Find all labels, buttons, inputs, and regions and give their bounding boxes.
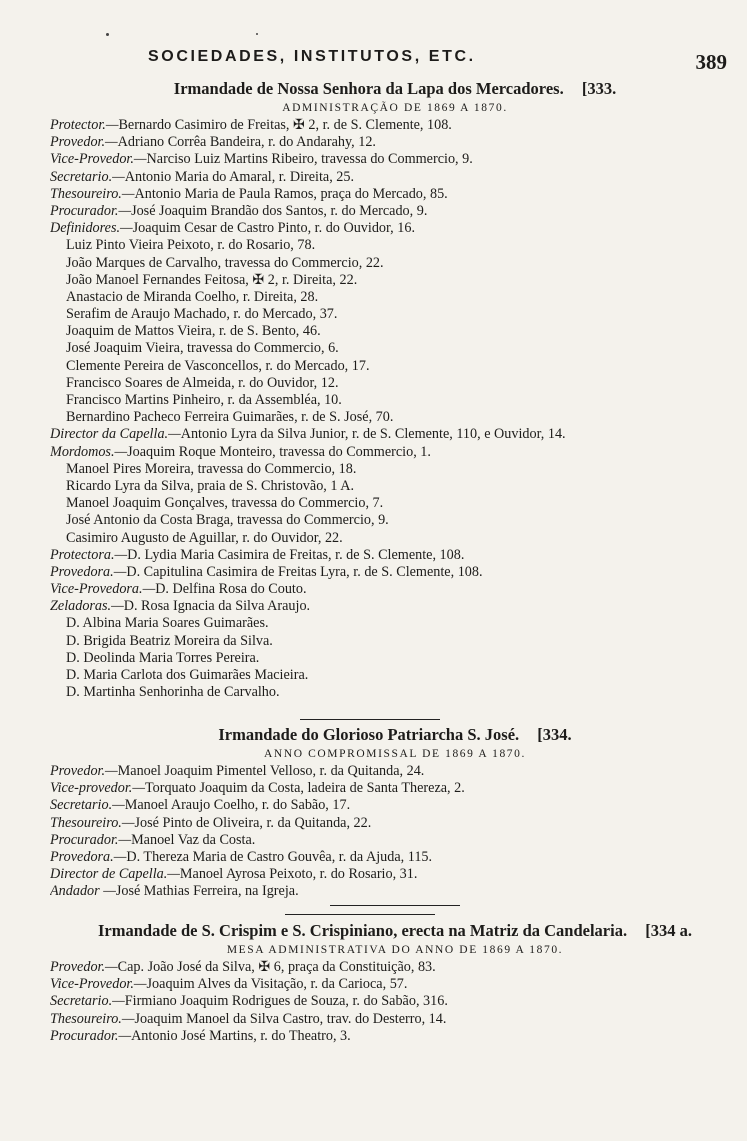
office-label: Zeladoras.— (50, 598, 124, 615)
member-entry: Torquato Joaquim da Costa, ladeira de Santa Thereza, 2. (144, 780, 465, 797)
member-line (50, 426, 740, 443)
office-label: Thesoureiro.— (50, 814, 135, 831)
member-entry: Anastacio de Miranda Coelho, r. Direita, 28. (66, 288, 319, 305)
member-entry: D. Delfina Rosa do Couto. (155, 581, 307, 598)
member-entry: D. Maria Carlota dos Guimarães Macieira. (66, 667, 309, 683)
member-line (50, 815, 740, 832)
member-entry: D. Deolinda Maria Torres Pereira. (66, 649, 260, 666)
section-subtitle: ADMINISTRAÇÃO DE 1869 A 1870. (282, 102, 508, 114)
member-line (50, 169, 740, 186)
section-subtitle: ANNO COMPROMISSAL DE 1869 A 1870. (264, 748, 526, 760)
section-333 (50, 78, 740, 701)
member-entry: Firmiano Joaquim Rodrigues de Souza, r. do Sabão, 316. (124, 993, 448, 1010)
section-title-text: Irmandade do Glorioso Patriarcha S. José. (218, 725, 520, 744)
member-line (50, 306, 740, 323)
member-line (50, 392, 740, 409)
section-title (50, 78, 740, 100)
member-line (50, 255, 740, 272)
office-label: Provedor.— (50, 959, 118, 975)
office-label: Vice-Provedora.— (50, 581, 156, 598)
print-speck (106, 33, 109, 36)
member-entry: Manoel Pires Moreira, travessa do Commercio, 18. (66, 460, 357, 477)
member-entry: Luiz Pinto Vieira Peixoto, r. do Rosario, 78. (66, 237, 316, 254)
member-list (50, 763, 740, 901)
member-line (50, 797, 740, 814)
member-line (50, 323, 740, 340)
member-line (50, 1011, 740, 1028)
office-label: Director da Capella.— (50, 426, 181, 443)
section-title-text: Irmandade de S. Crispim e S. Crispiniano, erecta na Matriz da Candelaria. (98, 921, 628, 940)
member-entry: Adriano Corrêa Bandeira, r. do Andarahy, 12. (117, 134, 376, 151)
member-entry: D. Capitulina Casimira de Freitas Lyra, r. de S. Clemente, 108. (126, 563, 483, 580)
member-entry: Manoel Araujo Coelho, r. do Sabão, 17. (124, 797, 351, 814)
member-line (50, 959, 740, 976)
member-line (50, 1028, 740, 1045)
member-line (50, 993, 740, 1010)
section-334 (50, 724, 740, 906)
member-entry: Francisco Martins Pinheiro, r. da Assembléa, 10. (66, 392, 342, 408)
member-entry: José Joaquim Vieira, travessa do Commercio, 6. (66, 340, 339, 357)
member-line (50, 667, 740, 684)
office-label: Thesoureiro.— (50, 185, 135, 202)
office-label: Procurador.— (50, 1027, 132, 1044)
member-line (50, 375, 740, 392)
section-number: [333. (581, 79, 617, 98)
member-line (50, 237, 740, 254)
office-label: Definidores.— (50, 220, 133, 237)
member-line (50, 289, 740, 306)
member-line (50, 272, 740, 289)
member-entry: Francisco Soares de Almeida, r. do Ouvidor, 12. (66, 374, 339, 391)
member-line (50, 564, 740, 581)
member-line (50, 849, 740, 866)
office-label: Secretario.— (50, 797, 125, 814)
section-title (50, 920, 740, 942)
member-entry: D. Thereza Maria de Castro Gouvêa, r. da Ajuda, 115. (126, 848, 433, 865)
member-line (50, 684, 740, 701)
office-label: Andador — (50, 883, 116, 900)
office-label: Provedor.— (50, 134, 118, 151)
member-line (50, 633, 740, 650)
member-line (50, 478, 740, 495)
member-entry: D. Albina Maria Soares Guimarães. (66, 615, 269, 632)
member-line (50, 358, 740, 375)
office-label: Protector.— (50, 117, 119, 133)
section-divider (330, 905, 460, 906)
member-line (50, 461, 740, 478)
member-line (50, 134, 740, 151)
member-entry: Serafim de Araujo Machado, r. do Mercado, 37. (66, 306, 338, 323)
member-entry: Manoel Joaquim Pimentel Velloso, r. da Quitanda, 24. (117, 763, 425, 779)
member-entry: José Joaquim Brandão dos Santos, r. do Mercado, 9. (131, 202, 428, 219)
section-title-text: Irmandade de Nossa Senhora da Lapa dos Mercadores. (173, 79, 564, 98)
page-number: 389 (695, 50, 727, 74)
member-line (50, 444, 740, 461)
member-line (50, 512, 740, 529)
office-label: Secretario.— (50, 993, 125, 1010)
member-entry: Joaquim Alves da Visitação, r. da Carioca, 57. (146, 976, 408, 993)
member-line (50, 340, 740, 357)
member-entry: Joaquim Cesar de Castro Pinto, r. do Ouvidor, 16. (132, 220, 415, 237)
member-entry: Manoel Joaquim Gonçalves, travessa do Commercio, 7. (66, 495, 384, 512)
member-entry: Antonio Maria de Paula Ramos, praça do Mercado, 85. (134, 185, 448, 202)
section-number: [334. (537, 725, 572, 744)
member-line (50, 763, 740, 780)
member-line (50, 581, 740, 598)
member-entry: Joaquim Roque Monteiro, travessa do Commercio, 1. (127, 443, 431, 460)
office-label: Provedor.— (50, 763, 118, 779)
office-label: Procurador.— (50, 202, 132, 219)
member-line (50, 409, 740, 426)
member-line (50, 598, 740, 615)
office-label: Provedora.— (50, 563, 127, 580)
member-entry: Antonio Lyra da Silva Junior, r. de S. Clemente, 110, e Ouvidor, 14. (180, 426, 566, 443)
member-entry: Bernardino Pacheco Ferreira Guimarães, r. de S. José, 70. (66, 409, 394, 426)
member-entry: Manoel Vaz da Costa. (131, 831, 256, 848)
member-entry: D. Martinha Senhorinha de Carvalho. (66, 684, 280, 701)
member-entry: Antonio Maria do Amaral, r. Direita, 25. (124, 168, 355, 185)
office-label: Vice-provedor.— (50, 780, 145, 797)
member-entry: José Mathias Ferreira, na Igreja. (115, 883, 299, 900)
member-entry: Cap. João José da Silva, ✠ 6, praça da Constituição, 83. (117, 959, 436, 975)
office-label: Vice-Provedor.— (50, 976, 147, 993)
member-entry: Ricardo Lyra da Silva, praia de S. Christovão, 1 A. (66, 477, 355, 494)
print-speck (256, 33, 258, 35)
office-label: Mordomos.— (50, 443, 128, 460)
office-label: Vice-Provedor.— (50, 151, 147, 168)
member-line (50, 650, 740, 667)
section-subtitle: MESA ADMINISTRATIVA DO ANNO DE 1869 A 1870. (226, 944, 564, 956)
member-line (50, 530, 740, 547)
section-number: [334 a. (645, 921, 692, 940)
member-entry: Bernardo Casimiro de Freitas, ✠ 2, r. de S. Clemente, 108. (118, 117, 452, 133)
member-line (50, 547, 740, 564)
member-entry: Joaquim de Mattos Vieira, r. de S. Bento, 46. (66, 323, 321, 340)
member-entry: Antonio José Martins, r. do Theatro, 3. (131, 1027, 351, 1044)
member-line (50, 186, 740, 203)
office-label: Director de Capella.— (50, 866, 180, 883)
section-divider (285, 914, 435, 915)
office-label: Procurador.— (50, 831, 132, 848)
office-label: Thesoureiro.— (50, 1010, 135, 1027)
member-line (50, 615, 740, 632)
page-header (148, 48, 727, 72)
member-entry: D. Brigida Beatriz Moreira da Silva. (66, 632, 273, 649)
member-line (50, 117, 740, 134)
member-entry: Joaquim Manoel da Silva Castro, trav. do Desterro, 14. (134, 1010, 447, 1027)
member-line (50, 976, 740, 993)
member-entry: Narciso Luiz Martins Ribeiro, travessa do Commercio, 9. (146, 151, 473, 168)
member-line (50, 832, 740, 849)
member-entry: José Antonio da Costa Braga, travessa do Commercio, 9. (66, 512, 389, 529)
member-line (50, 203, 740, 220)
office-label: Secretario.— (50, 168, 125, 185)
member-entry: D. Lydia Maria Casimira de Freitas, r. de S. Clemente, 108. (127, 546, 465, 563)
running-head: SOCIEDADES, INSTITUTOS, ETC. (148, 48, 476, 65)
office-label: Protectora.— (50, 546, 128, 563)
member-line (50, 151, 740, 168)
member-entry: D. Rosa Ignacia da Silva Araujo. (123, 598, 311, 615)
member-entry: Manoel Ayrosa Peixoto, r. do Rosario, 31. (179, 866, 418, 883)
member-entry: José Pinto de Oliveira, r. da Quitanda, 22. (134, 814, 372, 831)
office-label: Provedora.— (50, 848, 127, 865)
member-line (50, 866, 740, 883)
section-334a (50, 920, 740, 1045)
member-entry: João Marques de Carvalho, travessa do Commercio, 22. (66, 254, 384, 271)
member-list (50, 959, 740, 1045)
section-title (50, 724, 740, 746)
member-entry: Clemente Pereira de Vasconcellos, r. do Mercado, 17. (66, 357, 370, 374)
member-entry: João Manoel Fernandes Feitosa, ✠ 2, r. Direita, 22. (66, 271, 358, 288)
section-divider (300, 719, 440, 720)
member-line (50, 220, 740, 237)
member-entry: Casimiro Augusto de Aguillar, r. do Ouvidor, 22. (66, 529, 343, 546)
member-line (50, 883, 740, 900)
member-line (50, 780, 740, 797)
member-line (50, 495, 740, 512)
member-list (50, 117, 740, 701)
